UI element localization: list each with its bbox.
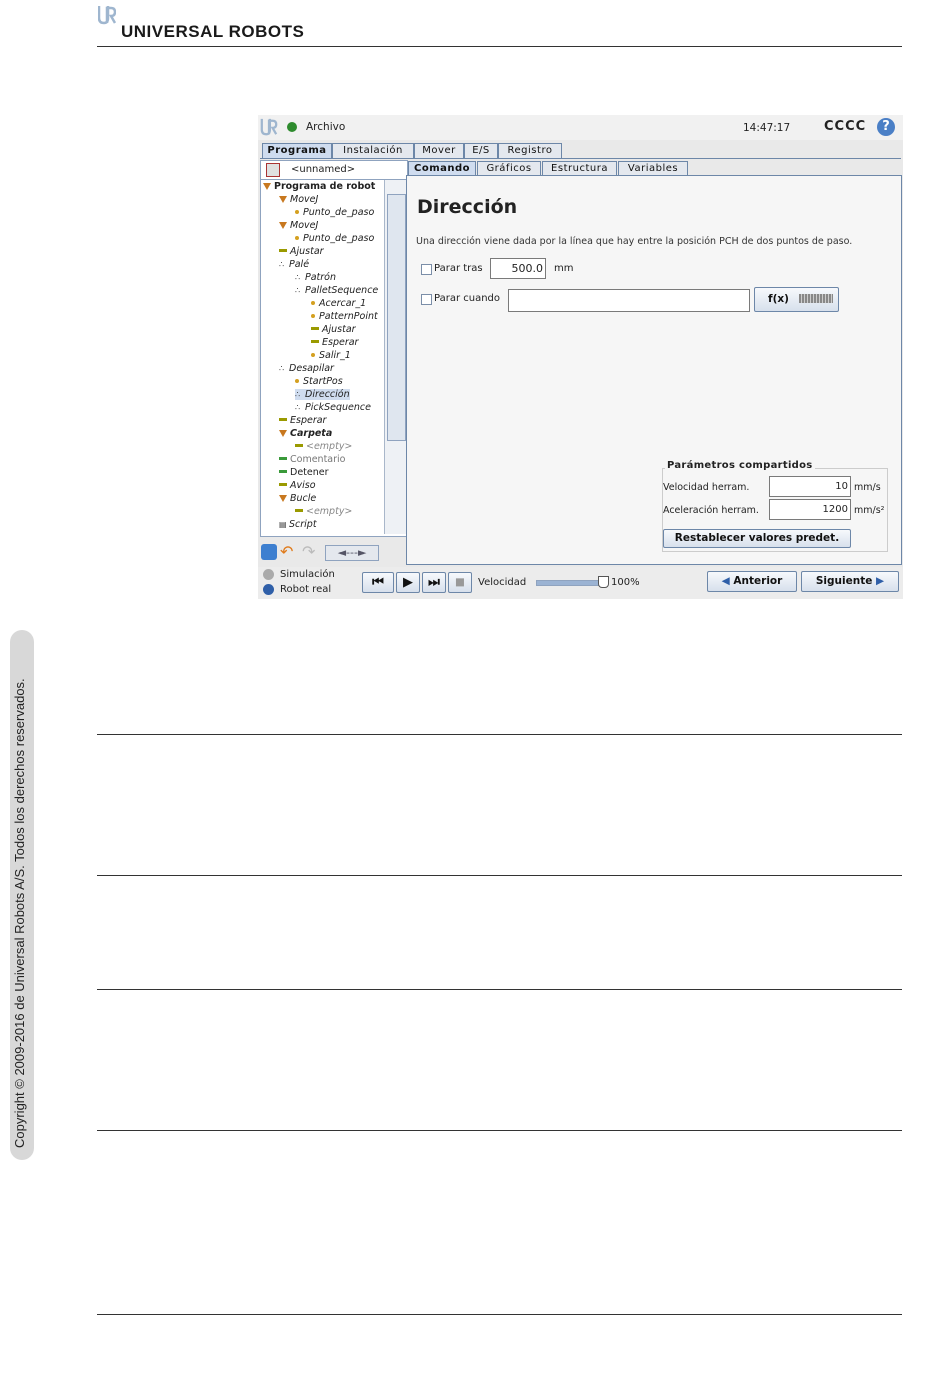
next-button[interactable]: Siguiente ▶ — [801, 571, 899, 592]
tool-accel-field[interactable]: 1200 — [769, 499, 851, 520]
divider — [97, 734, 902, 735]
search-icon[interactable] — [261, 544, 277, 560]
tool-accel-unit: mm/s² — [854, 505, 885, 516]
speed-slider-fill — [537, 581, 607, 585]
arrow-left-icon: ◀ — [721, 575, 730, 587]
tree-node[interactable]: Ajustar — [279, 246, 324, 257]
tree-node[interactable]: Bucle — [279, 493, 316, 504]
tab-instalacion[interactable]: Instalación — [332, 143, 414, 159]
stop-when-label: Parar cuando — [434, 293, 501, 304]
polyscope-screenshot — [258, 115, 903, 599]
stop-after-field[interactable]: 500.0 — [490, 258, 546, 279]
stop-when-field[interactable] — [508, 289, 750, 312]
tree-node[interactable]: MoveJ — [279, 220, 318, 231]
speed-value: 100% — [611, 577, 640, 588]
header-divider — [97, 46, 902, 47]
save-icon[interactable] — [266, 163, 280, 177]
scroll-thumb[interactable] — [387, 194, 406, 441]
tree-node[interactable]: Esperar — [311, 337, 358, 348]
real-robot-radio[interactable] — [263, 584, 274, 595]
program-name-bar — [260, 160, 408, 180]
speed-label: Velocidad — [478, 577, 527, 588]
fx-button[interactable]: f(x) — [754, 287, 839, 312]
brand-logo-text: UNIVERSAL ROBOTS — [121, 22, 305, 41]
stop-after-label: Parar tras — [434, 263, 483, 274]
tree-node[interactable]: ∴ Palé — [279, 259, 310, 270]
tree-node-selected[interactable]: ∴ Dirección — [295, 389, 350, 400]
tree-node[interactable]: ∴ Patrón — [295, 272, 337, 283]
redo-icon[interactable]: ↷ — [302, 542, 316, 561]
undo-icon[interactable]: ↶ — [280, 542, 294, 561]
footer-bar — [258, 567, 903, 599]
tab-variables[interactable]: Variables — [618, 161, 688, 177]
move-node-icon[interactable]: ◄---► — [325, 545, 379, 561]
tree-node[interactable]: Punto_de_paso — [295, 233, 374, 244]
divider — [97, 1314, 902, 1315]
program-name: <unnamed> — [291, 164, 356, 175]
tree-node[interactable]: ∴ Desapilar — [279, 363, 334, 374]
page-title: Dirección — [417, 196, 518, 218]
simulation-label: Simulación — [280, 569, 335, 580]
ur-logo-icon — [260, 118, 278, 136]
tool-speed-unit: mm/s — [854, 482, 881, 493]
tree-node[interactable]: ∴ PalletSequence — [295, 285, 379, 296]
tab-estructura[interactable]: Estructura — [542, 161, 617, 177]
divider — [97, 1130, 902, 1131]
tab-programa[interactable]: Programa — [262, 143, 332, 159]
tool-speed-field[interactable]: 10 — [769, 476, 851, 497]
tree-node[interactable]: Programa de robot — [263, 181, 375, 192]
reset-defaults-button[interactable]: Restablecer valores predet. — [663, 529, 851, 548]
tree-scrollbar[interactable] — [384, 180, 407, 534]
stop-when-checkbox[interactable] — [421, 294, 432, 305]
tab-graficos[interactable]: Gráficos — [477, 161, 541, 177]
skip-back-icon[interactable]: ⏮ — [362, 572, 394, 593]
tree-node[interactable]: Carpeta — [279, 428, 332, 439]
tree-node[interactable]: PatternPoint — [311, 311, 378, 322]
top-bar — [258, 115, 903, 140]
shared-params-title: Parámetros compartidos — [667, 460, 813, 471]
stop-after-unit: mm — [554, 263, 574, 274]
tree-node[interactable]: ▤ Script — [279, 519, 317, 530]
ur-logo-icon — [98, 5, 116, 25]
tab-mover[interactable]: Mover — [414, 143, 464, 159]
tree-node[interactable]: Salir_1 — [311, 350, 351, 361]
robot-name: CCCC — [824, 119, 867, 134]
speed-slider-handle[interactable] — [598, 576, 609, 588]
simulation-radio[interactable] — [263, 569, 274, 580]
tree-node[interactable]: StartPos — [295, 376, 343, 387]
clock: 14:47:17 — [743, 122, 791, 134]
tree-node[interactable]: Comentario — [279, 454, 345, 465]
divider — [97, 989, 902, 990]
tree-node[interactable]: Esperar — [279, 415, 326, 426]
tool-speed-label: Velocidad herram. — [663, 482, 750, 493]
tool-accel-label: Aceleración herram. — [663, 505, 759, 516]
stop-after-checkbox[interactable] — [421, 264, 432, 275]
arrow-right-icon: ▶ — [876, 575, 885, 587]
status-icon — [287, 122, 297, 132]
help-icon[interactable]: ? — [877, 118, 895, 136]
program-tree[interactable] — [260, 179, 408, 537]
file-menu[interactable]: Archivo — [306, 121, 346, 133]
divider — [97, 875, 902, 876]
tree-node[interactable]: Acercar_1 — [311, 298, 366, 309]
tree-node[interactable]: Punto_de_paso — [295, 207, 374, 218]
play-icon[interactable]: ▶ — [396, 572, 420, 593]
tree-node[interactable]: Detener — [279, 467, 329, 478]
tab-es[interactable]: E/S — [464, 143, 498, 159]
command-panel — [406, 175, 902, 565]
tree-node[interactable]: <empty> — [295, 506, 352, 517]
stop-icon[interactable]: ■ — [448, 572, 472, 593]
copyright-text: Copyright © 2009-2016 de Universal Robots A/S. Todos los derechos reservados. — [12, 678, 27, 1148]
tree-node[interactable]: ∴ PickSequence — [295, 402, 371, 413]
tab-underline — [260, 158, 901, 159]
tree-node[interactable]: Aviso — [279, 480, 316, 491]
step-icon[interactable]: ⏭ — [422, 572, 446, 593]
tree-node[interactable]: Ajustar — [311, 324, 356, 335]
tree-node[interactable]: MoveJ — [279, 194, 318, 205]
keyboard-icon — [799, 294, 833, 303]
tab-comando[interactable]: Comando — [408, 161, 476, 177]
previous-button[interactable]: ◀ Anterior — [707, 571, 797, 592]
real-robot-label: Robot real — [280, 584, 332, 595]
tab-registro[interactable]: Registro — [498, 143, 562, 159]
tree-node[interactable]: <empty> — [295, 441, 352, 452]
description: Una dirección viene dada por la línea que hay entre la posición PCH de dos puntos de paso. — [416, 236, 853, 247]
